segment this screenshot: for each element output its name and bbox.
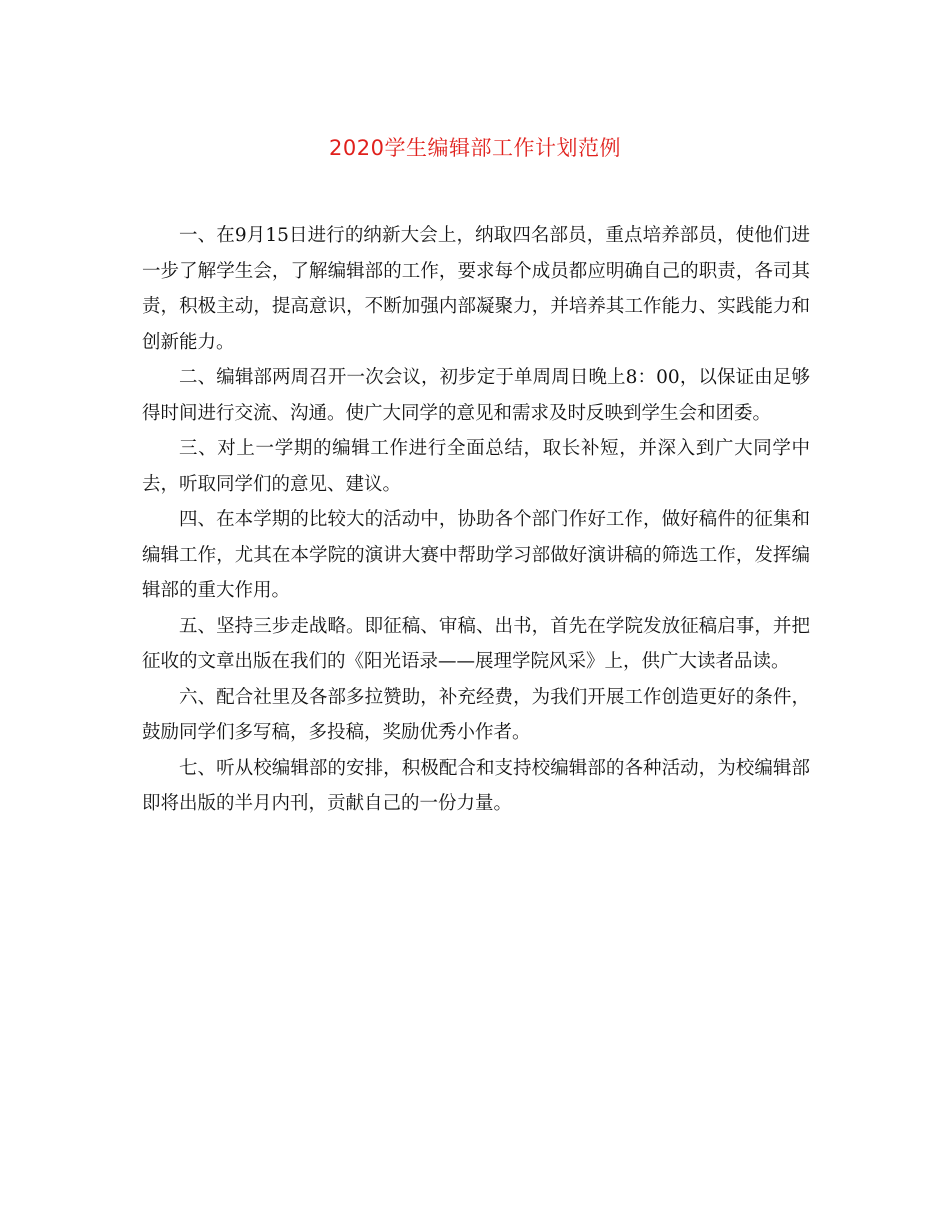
paragraph-1: 一、在9月15日进行的纳新大会上，纳取四名部员，重点培养部员，使他们进一步了解学生会，了解编辑部的工作，要求每个成员都应明确自己的职责，各司其责，积极主动，提高意识，不断加强内部凝聚力，并培养其工作能力、实践能力和创新能力。 <box>142 225 810 353</box>
paragraph-4: 四、在本学期的比较大的活动中，协助各个部门作好工作，做好稿件的征集和编辑工作，尤其在本学院的演讲大赛中帮助学习部做好演讲稿的筛选工作，发挥编辑部的重大作用。 <box>142 509 810 601</box>
paragraph-7: 七、听从校编辑部的安排，积极配合和支持校编辑部的各种活动，为校编辑部即将出版的半月内刊，贡献自己的一份力量。 <box>142 757 810 814</box>
paragraph-6: 六、配合社里及各部多拉赞助，补充经费，为我们开展工作创造更好的条件，鼓励同学们多写稿，多投稿，奖励优秀小作者。 <box>142 686 810 743</box>
paragraph-3: 三、对上一学期的编辑工作进行全面总结，取长补短，并深入到广大同学中去，听取同学们的意见、建议。 <box>142 438 810 495</box>
document-title: 2020学生编辑部工作计划范例 <box>329 136 621 160</box>
paragraph-2: 二、编辑部两周召开一次会议，初步定于单周周日晚上8：00，以保证由足够得时间进行交流、沟通。使广大同学的意见和需求及时反映到学生会和团委。 <box>142 367 810 424</box>
paragraph-5: 五、坚持三步走战略。即征稿、审稿、出书，首先在学院发放征稿启事，并把征收的文章出版在我们的《阳光语录——展理学院风采》上，供广大读者品读。 <box>142 615 810 672</box>
document-body <box>142 218 810 822</box>
